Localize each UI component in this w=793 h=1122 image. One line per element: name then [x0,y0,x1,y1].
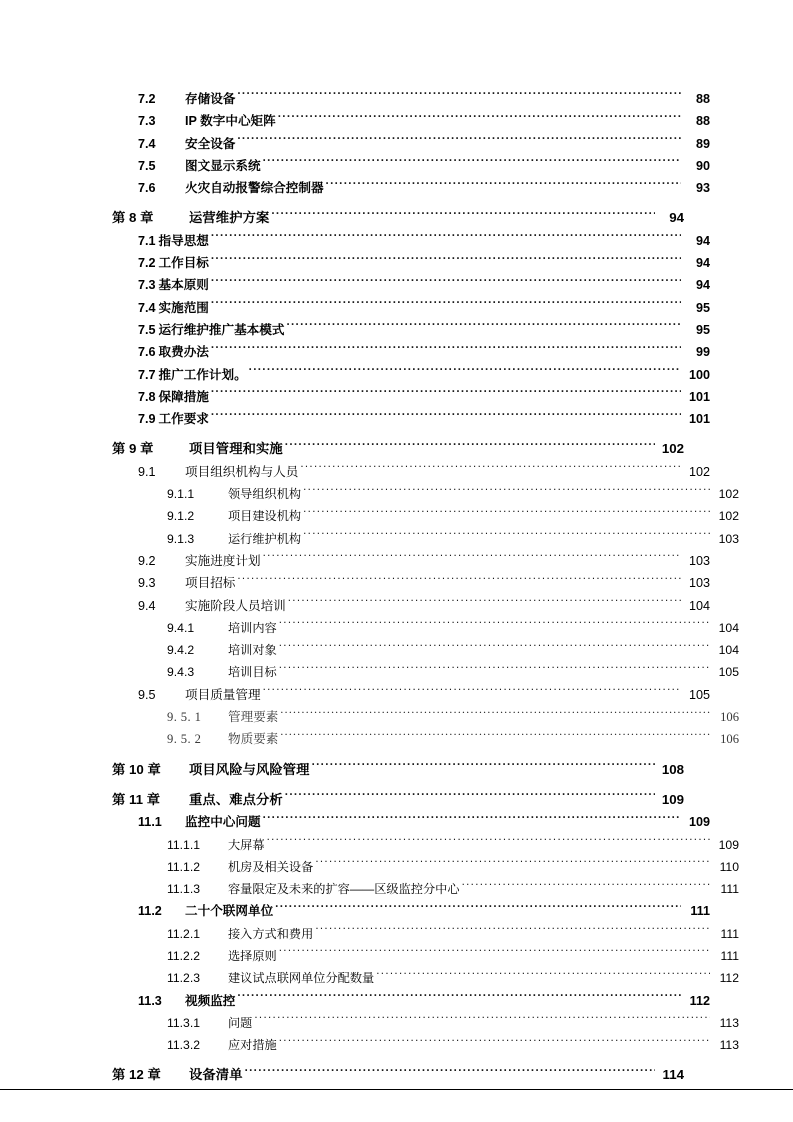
dot-leader [237,992,681,1005]
dot-leader [237,135,681,148]
toc-entry[interactable] [112,88,710,110]
toc-entry[interactable] [112,945,739,967]
toc-entry[interactable] [112,684,710,706]
toc-entry-page-number: 109 [688,815,710,830]
toc-entry[interactable] [112,900,710,922]
toc-entry[interactable] [112,230,710,252]
toc-entry-page-number: 104 [718,620,739,635]
toc-entry-page-number: 100 [688,367,710,382]
dot-leader [245,1066,655,1079]
table-of-contents [112,88,739,1087]
toc-entry[interactable] [112,274,710,296]
toc-entry-page-number: 113 [719,1038,739,1053]
toc-entry-number: 7.3 [138,114,156,129]
toc-entry[interactable] [112,595,710,617]
toc-entry[interactable] [112,878,739,900]
toc-entry[interactable] [112,461,710,483]
toc-entry-title: 机房及相关设备 [228,859,314,874]
toc-entry-number: 11.1.1 [167,837,200,852]
dot-leader [303,530,710,542]
toc-entry[interactable] [112,967,739,989]
toc-entry-number: 7.5 [138,158,156,173]
toc-entry-title: 视频监控 [185,993,236,1008]
toc-entry-title: 安全设备 [185,136,236,151]
toc-entry-number: 7.4 [138,300,156,315]
dot-leader [315,926,710,938]
toc-entry-number: 7.7 [138,367,156,382]
toc-entry-number: 7.8 [138,389,156,404]
dot-leader [279,1037,710,1049]
toc-entry-number: 11.2.2 [167,948,200,963]
toc-entry-title: 运营维护方案 [189,210,270,226]
toc-entry-number: 11.3 [138,993,162,1008]
dot-leader [249,366,681,379]
dot-leader [275,903,681,916]
toc-entry-page-number: 103 [688,576,710,591]
toc-entry-page-number: 93 [695,181,710,196]
toc-entry-title: 推广工作计划。 [158,367,247,382]
toc-entry-page-number: 89 [695,136,710,151]
dot-leader [315,859,710,871]
toc-entry-page-number: 88 [695,114,710,129]
dot-leader [279,642,710,654]
toc-entry-title: 运行维护机构 [228,531,302,546]
toc-entry-page-number: 102 [718,487,739,502]
dot-leader [237,90,681,103]
toc-entry-title: 运行维护推广基本模式 [158,322,285,337]
toc-entry[interactable] [112,811,710,833]
toc-entry-title: 工作要求 [158,412,209,427]
toc-entry-title: 取费办法 [158,345,209,360]
dot-leader [211,299,681,312]
dot-leader [312,760,655,773]
toc-entry-title: 图文显示系统 [185,158,261,173]
toc-entry-title: 监控中心问题 [185,815,261,830]
toc-entry-page-number: 112 [689,993,710,1008]
dot-leader [279,664,710,676]
toc-entry-number: 9.1.2 [167,509,195,524]
toc-entry-number: 11.2 [138,904,162,919]
toc-entry[interactable] [112,177,710,199]
toc-entry-number: 9. 5. 2 [167,732,202,747]
toc-entry-page-number: 94 [695,233,710,248]
toc-entry-page-number: 101 [688,389,710,404]
toc-entry-title: 实施范围 [158,300,209,315]
toc-entry-page-number: 94 [669,210,684,226]
toc-entry[interactable] [112,661,739,683]
dot-leader [376,970,710,982]
toc-entry[interactable] [112,1012,739,1034]
toc-entry-title: 物质要素 [228,732,279,747]
toc-entry-title: 项目质量管理 [185,687,261,702]
toc-entry[interactable] [112,1034,739,1056]
toc-entry[interactable] [112,341,710,363]
toc-entry-number: 11.1 [138,815,162,830]
toc-entry[interactable] [112,789,684,811]
toc-entry-title: 应对措施 [228,1038,277,1053]
dot-leader [211,388,681,401]
toc-entry[interactable] [112,706,739,728]
toc-entry-page-number: 105 [688,687,710,702]
toc-entry-page-number: 108 [661,761,684,777]
toc-entry-number: 11.1.2 [167,859,200,874]
toc-entry-title: 建议试点联网单位分配数量 [228,971,375,986]
toc-entry-page-number: 95 [695,300,710,315]
toc-entry[interactable] [112,617,739,639]
toc-entry-number: 11.2.1 [167,926,200,941]
dot-leader [288,597,681,610]
toc-entry-number: 7.6 [138,181,156,196]
dot-leader [254,1015,710,1027]
dot-leader [303,486,710,498]
toc-entry-number: 第 8 章 [112,210,154,226]
toc-entry-page-number: 104 [688,598,710,613]
toc-entry-title: 保障措施 [158,389,209,404]
toc-entry-page-number: 109 [718,837,739,852]
toc-entry-title: IP 数字中心矩阵 [185,114,276,129]
dot-leader [271,209,655,222]
toc-entry-page-number: 114 [662,1067,684,1083]
dot-leader [326,180,681,193]
toc-entry-title: 项目管理和实施 [189,441,283,457]
toc-entry-title: 火灾自动报警综合控制器 [185,181,324,196]
toc-entry[interactable] [112,1064,684,1086]
dot-leader [211,344,681,357]
dot-leader [263,686,681,699]
toc-entry[interactable] [112,550,710,572]
toc-entry-number: 11.1.3 [167,882,200,897]
toc-entry-number: 11.3.1 [167,1015,200,1030]
toc-entry[interactable] [112,133,710,155]
toc-entry-title: 指导思想 [158,233,209,248]
toc-entry-title: 项目风险与风险管理 [189,761,310,777]
toc-entry[interactable] [112,728,739,750]
toc-entry-page-number: 109 [661,791,684,807]
toc-entry-title: 培训目标 [228,665,277,680]
toc-entry-page-number: 111 [720,948,739,963]
toc-entry-number: 7.3 [138,278,156,293]
toc-entry-title: 培训内容 [228,620,277,635]
toc-entry-number: 11.3.2 [167,1038,200,1053]
dot-leader [263,157,681,170]
toc-entry-number: 7.6 [138,345,156,360]
dot-leader [278,113,681,126]
toc-entry-number: 7.2 [138,256,156,271]
toc-entry[interactable] [112,834,739,856]
toc-entry-page-number: 112 [719,971,739,986]
toc-entry-number: 9.1.3 [167,531,195,546]
dot-leader [279,620,710,632]
dot-leader [263,814,681,827]
toc-entry-number: 7.2 [138,92,156,106]
toc-entry-number: 9.1.1 [167,487,195,502]
toc-entry[interactable] [112,438,684,460]
toc-entry[interactable] [112,572,710,594]
dot-leader [211,232,681,245]
dot-leader [303,508,710,520]
toc-entry-title: 存储设备 [185,92,236,106]
toc-entry-title: 实施阶段人员培训 [185,598,286,613]
toc-entry-title: 实施进度计划 [185,553,261,568]
dot-leader [285,440,655,453]
toc-entry[interactable] [112,856,739,878]
toc-entry-page-number: 102 [718,509,739,524]
toc-entry-page-number: 113 [719,1015,739,1030]
dot-leader [462,881,710,893]
toc-entry-page-number: 104 [718,643,739,658]
toc-entry-title: 基本原则 [158,278,209,293]
dot-leader [286,321,681,334]
toc-entry-number: 9.4.1 [167,620,195,635]
toc-entry-page-number: 110 [719,859,739,874]
toc-entry-page-number: 90 [695,158,710,173]
toc-entry-number: 9.1 [138,464,156,479]
toc-entry-number: 9.4.3 [167,665,195,680]
toc-entry-page-number: 94 [695,278,710,293]
dot-leader [300,463,681,476]
toc-entry[interactable] [112,386,710,408]
toc-entry[interactable] [112,923,739,945]
dot-leader [280,731,710,744]
dot-leader [263,552,681,565]
toc-entry[interactable] [112,528,739,550]
toc-entry[interactable] [112,505,739,527]
toc-entry-title: 大屏幕 [228,837,265,852]
toc-entry[interactable] [112,319,710,341]
toc-entry-page-number: 111 [720,882,739,897]
toc-entry-number: 第 9 章 [112,441,154,457]
dot-leader [211,254,681,267]
toc-entry[interactable] [112,408,710,430]
toc-entry[interactable] [112,155,710,177]
toc-entry-page-number: 95 [695,322,710,337]
toc-entry-page-number: 106 [720,710,739,725]
toc-entry-title: 选择原则 [228,948,277,963]
toc-entry-number: 7.5 [138,322,156,337]
toc-entry-number: 11.2.3 [167,971,200,986]
toc-entry-page-number: 111 [720,926,739,941]
toc-entry-title: 二十个联网单位 [185,904,274,919]
dot-leader [237,575,681,588]
toc-entry[interactable] [112,207,684,229]
toc-entry-page-number: 105 [718,665,739,680]
toc-entry-title: 接入方式和费用 [228,926,314,941]
toc-entry[interactable] [112,759,684,781]
toc-entry-number: 第 11 章 [112,791,161,807]
toc-entry-number: 第 12 章 [112,1067,161,1083]
toc-entry[interactable] [112,483,739,505]
toc-entry-number: 7.1 [138,233,156,248]
toc-entry-page-number: 102 [661,441,684,457]
toc-entry-number: 9.3 [138,576,156,591]
toc-entry-title: 容量限定及未来的扩容——区级监控分中心 [228,882,460,897]
toc-entry-title: 工作目标 [158,256,209,271]
toc-entry-title: 设备清单 [189,1067,243,1083]
toc-entry-number: 9.2 [138,553,156,568]
toc-entry-title: 项目招标 [185,576,236,591]
toc-entry-page-number: 102 [688,464,710,479]
toc-entry[interactable] [112,639,739,661]
toc-entry[interactable] [112,364,710,386]
toc-entry-number: 9.4.2 [167,643,195,658]
toc-entry-page-number: 99 [695,345,710,360]
toc-entry-number: 7.4 [138,136,156,151]
dot-leader [285,791,655,804]
toc-entry-number: 9.5 [138,687,156,702]
toc-entry-number: 第 10 章 [112,761,161,777]
toc-entry-title: 项目组织机构与人员 [185,464,299,479]
dot-leader [280,708,710,721]
toc-entry-page-number: 94 [695,256,710,271]
toc-entry[interactable] [112,110,710,132]
toc-entry-page-number: 103 [688,553,710,568]
dot-leader [211,277,681,290]
dot-leader [279,948,710,960]
toc-entry-number: 7.9 [138,412,156,427]
toc-entry-title: 问题 [228,1015,253,1030]
toc-entry-number: 9. 5. 1 [167,710,202,725]
dot-leader [267,836,710,848]
toc-entry-page-number: 88 [695,92,710,106]
toc-entry-title: 培训对象 [228,643,277,658]
toc-entry-title: 领导组织机构 [228,487,302,502]
toc-entry-page-number: 111 [690,904,710,919]
toc-entry-title: 管理要素 [228,710,279,725]
toc-entry-page-number: 106 [720,732,739,747]
toc-entry-title: 重点、难点分析 [189,791,283,807]
footer-divider [0,1089,793,1090]
toc-entry-title: 项目建设机构 [228,509,302,524]
toc-entry-page-number: 101 [688,412,710,427]
toc-entry-page-number: 103 [718,531,739,546]
toc-entry[interactable] [112,990,710,1012]
dot-leader [211,411,681,424]
toc-entry[interactable] [112,297,710,319]
toc-entry[interactable] [112,252,710,274]
toc-entry-number: 9.4 [138,598,156,613]
